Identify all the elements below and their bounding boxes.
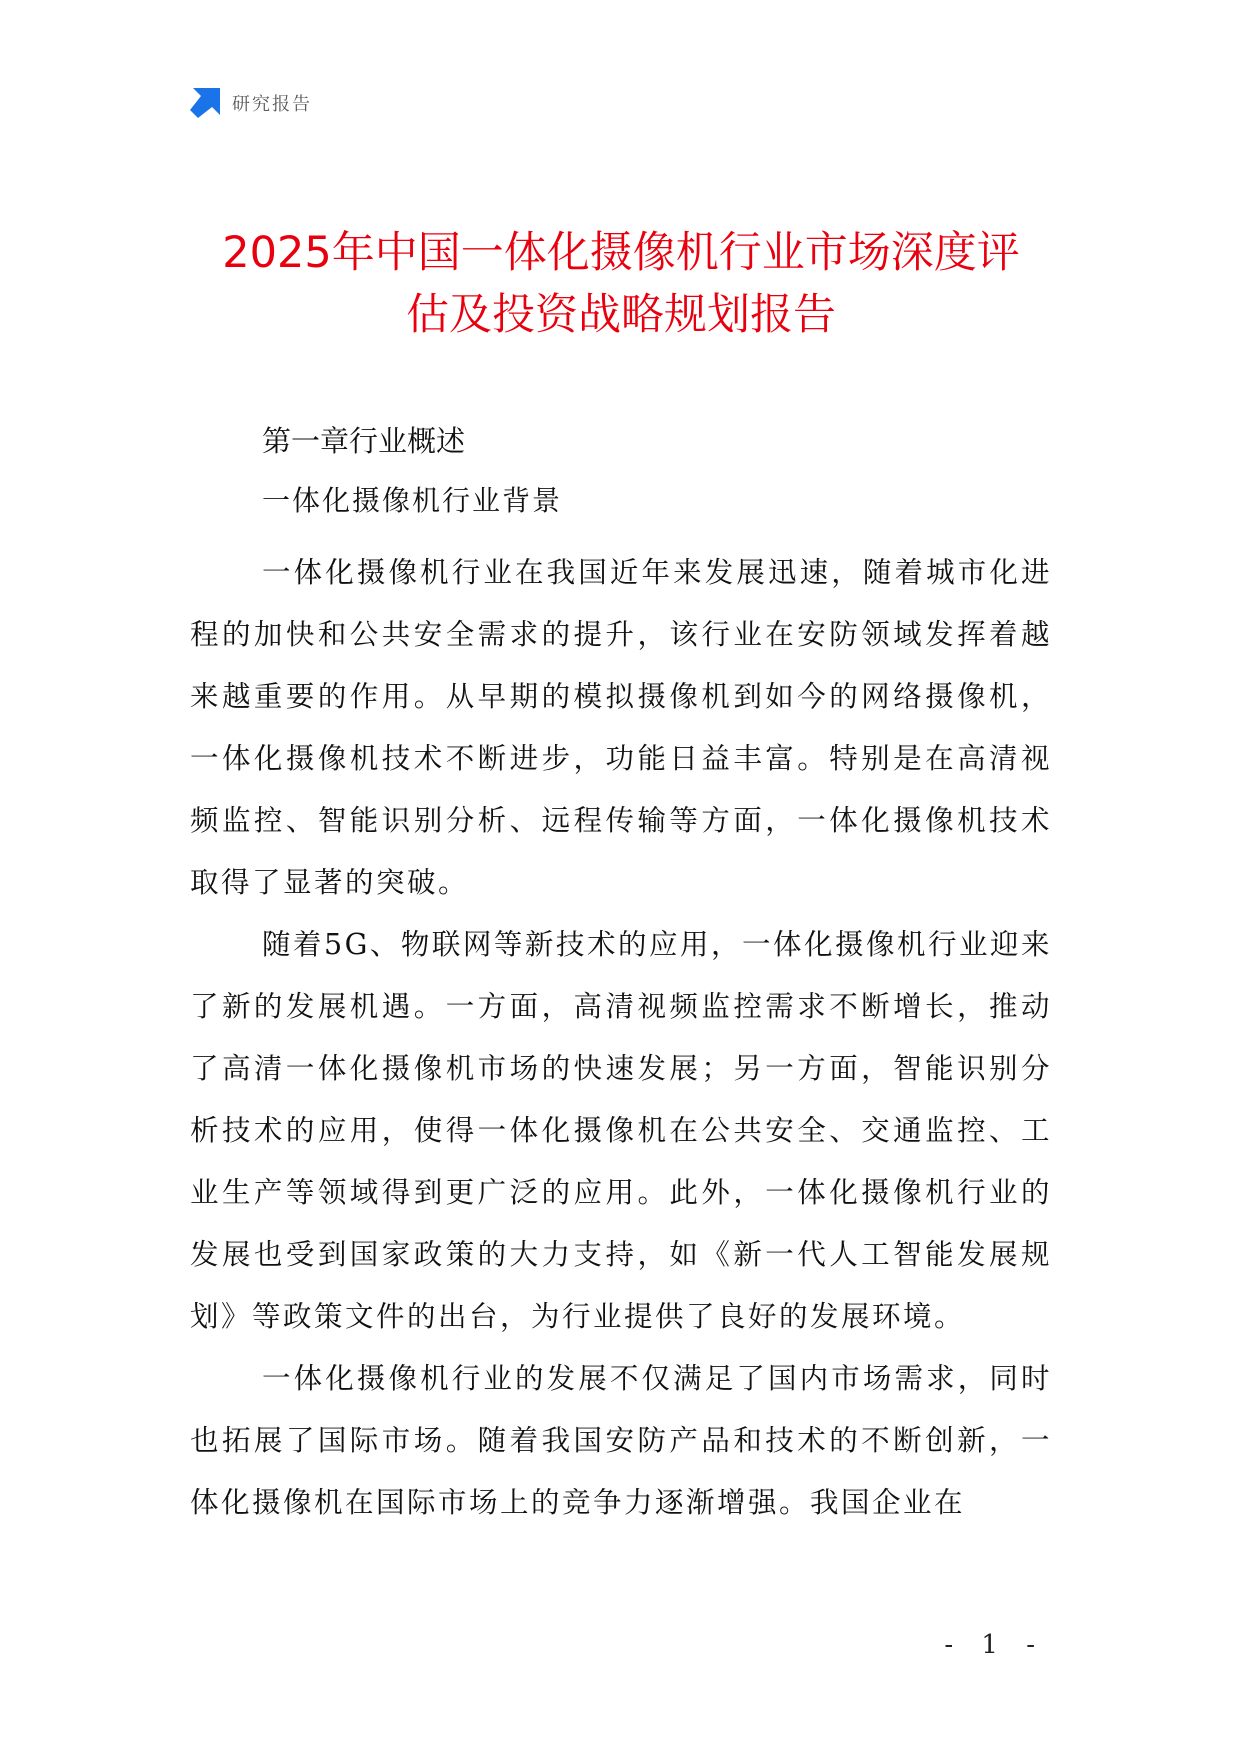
document-title [190, 222, 1052, 346]
report-header [190, 88, 312, 118]
document-body [190, 420, 1052, 1534]
header-label: 研究报告 [232, 94, 312, 115]
section-heading: 一体化摄像机行业背景 [262, 484, 563, 517]
body-paragraph: 随着5G、物联网等新技术的应用，一体化摄像机行业迎来了新的发展机遇。一方面，高清视频监控需求不断增长，推动了高清一体化摄像机市场的快速发展；另一方面，智能识别分析技术的应用，使得一体化摄像机在公共安全、交通监控、工业生产等领域得到更广泛的应用。此外，一体化摄像机行业的发展也受到国家政策的大力支持，如《新一代人工智能发展规划》等政策文件的出台，为行业提供了良好的发展环境。 [190, 928, 1052, 1333]
chapter-heading: 第一章行业概述 [262, 424, 466, 458]
title-line-1: 2025年中国一体化摄像机行业市场深度评 [222, 228, 1020, 278]
arrow-up-right-icon [190, 88, 220, 118]
body-paragraph: 一体化摄像机行业在我国近年来发展迅速，随着城市化进程的加快和公共安全需求的提升，该行业在安防领域发挥着越来越重要的作用。从早期的模拟摄像机到如今的网络摄像机，一体化摄像机技术不断进步，功能日益丰富。特别是在高清视频监控、智能识别分析、远程传输等方面，一体化摄像机技术取得了显著的突破。 [190, 556, 1052, 899]
title-line-2: 估及投资战略规划报告 [406, 290, 836, 340]
page-number: - 1 - [944, 1630, 1045, 1660]
body-paragraph: 一体化摄像机行业的发展不仅满足了国内市场需求，同时也拓展了国际市场。随着我国安防产品和技术的不断创新，一体化摄像机在国际市场上的竞争力逐渐增强。我国企业在 [190, 1362, 1052, 1519]
